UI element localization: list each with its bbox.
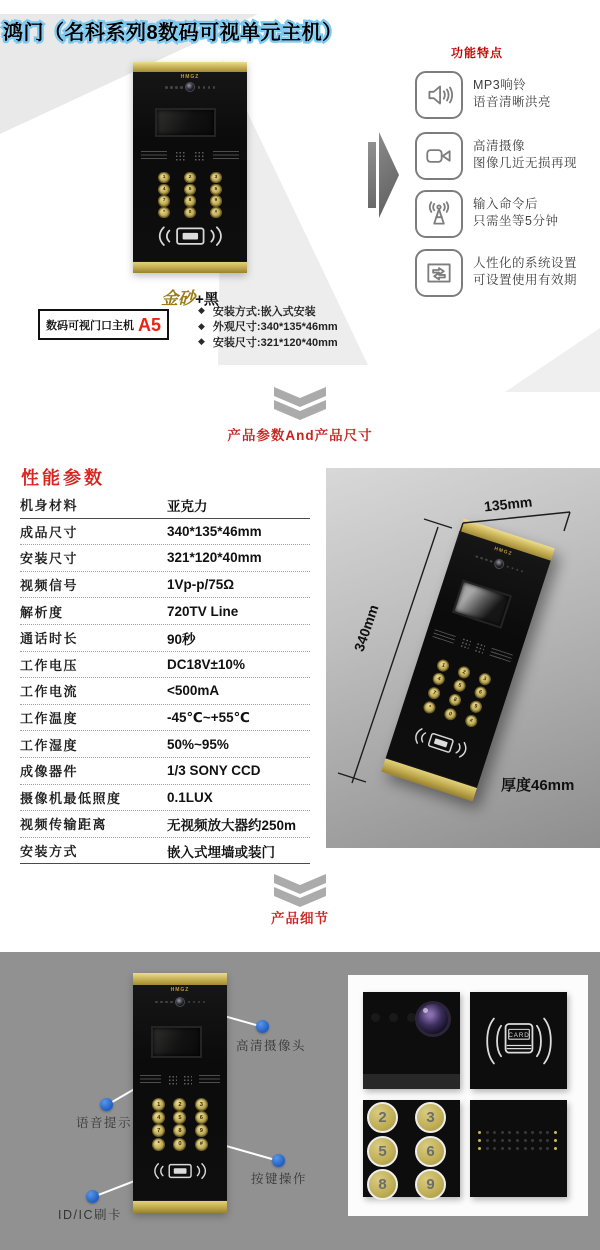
keypad-key: 8 xyxy=(174,1125,185,1136)
panel-strip xyxy=(363,1074,460,1089)
keypad-key: 9 xyxy=(415,1169,446,1200)
model-name: 数码可视门口主机 xyxy=(46,319,134,332)
keypad-key: 4 xyxy=(153,1112,164,1123)
device-body xyxy=(133,985,227,1201)
feature-line2: 只需坐等5分钟 xyxy=(473,214,559,228)
speaker-hole-dot xyxy=(486,1139,489,1142)
spec-row xyxy=(20,625,310,652)
speaker-hole-dot xyxy=(516,1131,519,1134)
callout-dot xyxy=(100,1098,113,1111)
feature-line1: 高清摄像 xyxy=(473,139,526,153)
keypad-key: 3 xyxy=(196,1099,207,1110)
keypad-key: * xyxy=(153,1139,164,1150)
features-pointer-arrow-icon xyxy=(379,132,399,218)
width-dimension-label: 135mm xyxy=(483,493,533,515)
divider-label: 产品细节 xyxy=(271,911,329,926)
keypad-key: * xyxy=(159,208,169,218)
spec-value: <500mA xyxy=(167,683,220,699)
keypad-key: 5 xyxy=(185,185,195,195)
diamond-bullet-icon: ◆ xyxy=(198,336,205,347)
feature-line2: 图像几近无损再现 xyxy=(473,156,578,170)
camera-led-row xyxy=(133,996,227,1007)
keypad-key: 1 xyxy=(437,659,450,672)
speaker-grille xyxy=(141,148,239,163)
spec-row xyxy=(20,811,310,838)
feature-line2: 可设置使用有效期 xyxy=(473,273,578,287)
keypad-key: 3 xyxy=(211,173,221,183)
spec-row xyxy=(20,678,310,705)
diamond-bullet-icon: ◆ xyxy=(198,305,205,316)
keypad-key: # xyxy=(465,714,478,727)
spec-value: DC18V±10% xyxy=(167,656,245,672)
spec-value: 1Vp-p/75Ω xyxy=(167,577,235,593)
spec-value: 无视频放大器约250m xyxy=(167,817,297,833)
specs-table xyxy=(20,492,310,864)
speaker-hole-dot xyxy=(531,1139,534,1142)
speaker-hole-dot xyxy=(524,1139,527,1142)
double-chevron-down-icon xyxy=(274,874,326,907)
keypad-key: 6 xyxy=(474,687,487,700)
speaker-hole-row xyxy=(478,1147,557,1150)
double-chevron-down-icon xyxy=(274,387,326,420)
feature-text xyxy=(473,77,598,111)
keypad-key: 1 xyxy=(159,173,169,183)
spec-key: 视频信号 xyxy=(20,578,79,594)
tile-camera-closeup xyxy=(363,992,460,1089)
speaker-hole-dot xyxy=(501,1147,504,1150)
divider-label: 产品参数And产品尺寸 xyxy=(227,428,373,443)
device-gold-band-bottom xyxy=(133,261,247,273)
card-swipe-icon xyxy=(155,224,226,248)
page-title: 鸿门（名科系列8数码可视单元主机） xyxy=(3,22,343,44)
keypad-key: 0 xyxy=(174,1139,185,1150)
camera-lens-icon xyxy=(415,1001,451,1037)
card-label: CARD xyxy=(507,1031,530,1039)
detail-device xyxy=(133,973,227,1213)
speaker-hole-dot xyxy=(493,1147,496,1150)
speaker-hole-dot xyxy=(531,1147,534,1150)
speaker-hole-dot xyxy=(539,1139,542,1142)
keypad-key: # xyxy=(211,208,221,218)
bullet-item xyxy=(198,319,338,335)
speaker-hole-dot xyxy=(508,1131,511,1134)
card-reader xyxy=(133,227,247,246)
spec-key: 安装尺寸 xyxy=(20,551,79,567)
keypad-key: 2 xyxy=(185,173,195,183)
speaker-hole-dot xyxy=(516,1147,519,1150)
brand-logo: HMGZ xyxy=(180,74,200,81)
spec-row xyxy=(20,731,310,758)
keypad-key: 7 xyxy=(153,1125,164,1136)
tile-keypad-closeup xyxy=(363,1100,460,1197)
spec-key: 工作电压 xyxy=(20,657,79,673)
dimension-panel xyxy=(326,468,600,848)
feature-text xyxy=(473,255,598,289)
bullet-text: 外观尺寸:340*135*46mm xyxy=(212,321,338,334)
spec-key: 机身材料 xyxy=(20,498,79,514)
callout-dot xyxy=(272,1154,285,1167)
callout-label: ID/IC刷卡 xyxy=(58,1208,122,1222)
keypad xyxy=(148,1098,212,1151)
speaker-hole-dot xyxy=(516,1139,519,1142)
keypad-key: 2 xyxy=(367,1102,398,1133)
spec-value: 嵌入式埋墙或装门 xyxy=(167,844,275,860)
hero-device xyxy=(133,62,247,273)
spec-value: -45℃~+55℃ xyxy=(167,709,250,725)
tile-speaker-closeup xyxy=(470,1100,567,1197)
speaker-hole-dot xyxy=(493,1131,496,1134)
keypad-key: # xyxy=(196,1139,207,1150)
spec-value: 340*135*46mm xyxy=(167,523,262,539)
spec-key: 视频传输距离 xyxy=(20,817,108,833)
spec-key: 工作湿度 xyxy=(20,737,79,753)
feature-line1: MP3响铃 xyxy=(473,78,527,92)
features-title: 功能特点 xyxy=(450,46,503,60)
spec-key: 通话时长 xyxy=(20,631,79,647)
keypad-key: 1 xyxy=(153,1099,164,1110)
spec-value: 0.1LUX xyxy=(167,789,213,805)
speaker-hole-dot xyxy=(531,1131,534,1134)
spec-row xyxy=(20,572,310,599)
spec-value: 720TV Line xyxy=(167,603,239,619)
model-box xyxy=(38,309,169,340)
brand-logo: HMGZ xyxy=(170,987,190,994)
keypad-key: 2 xyxy=(458,666,471,679)
spec-key: 成品尺寸 xyxy=(20,524,79,540)
led-dot xyxy=(389,1013,398,1022)
keypad-key: 5 xyxy=(453,680,466,693)
depth-dimension-label: 厚度46mm xyxy=(501,777,575,794)
spec-value: 321*120*40mm xyxy=(167,550,262,566)
speaker-hole-dot xyxy=(539,1147,542,1150)
keypad-key: 5 xyxy=(367,1136,398,1167)
callout-label: 按键操作 xyxy=(251,1172,308,1186)
card-icon xyxy=(476,1010,562,1072)
keypad-key: 3 xyxy=(478,673,491,686)
device-body xyxy=(133,72,247,262)
spec-key: 安装方式 xyxy=(20,844,79,860)
tile-card-reader xyxy=(470,992,567,1089)
bullet-item xyxy=(198,303,338,319)
variant-black-text: +黑 xyxy=(195,291,219,308)
spec-key: 工作温度 xyxy=(20,711,79,727)
speaker-hole-dot xyxy=(508,1147,511,1150)
spec-row xyxy=(20,705,310,732)
speaker-hole-dot xyxy=(501,1131,504,1134)
callout-label: 高清摄像头 xyxy=(236,1039,307,1053)
keypad-key: 7 xyxy=(159,196,169,206)
spec-key: 工作电流 xyxy=(20,684,79,700)
speaker-hole-dot xyxy=(546,1147,549,1150)
display-screen xyxy=(151,1026,202,1058)
bullet-item xyxy=(198,334,338,350)
speaker-hole-grid xyxy=(478,1131,557,1150)
callout-dot xyxy=(86,1190,99,1203)
keypad-key: 6 xyxy=(211,185,221,195)
speaker-icon xyxy=(415,71,463,119)
variant-gold-text: 金砂 xyxy=(161,289,196,308)
bullet-text: 安装方式:嵌入式安装 xyxy=(212,305,316,318)
speaker-hole-dot xyxy=(554,1147,557,1150)
system-settings-icon xyxy=(415,249,463,297)
spec-key: 摄像机最低照度 xyxy=(20,790,122,806)
device-gold-band-bottom xyxy=(133,1200,227,1213)
speaker-hole-dot xyxy=(554,1139,557,1142)
spec-row xyxy=(20,598,310,625)
speaker-hole-dot xyxy=(478,1131,481,1134)
bullet-text: 安装尺寸:321*120*40mm xyxy=(212,336,338,349)
keypad-key: 6 xyxy=(196,1112,207,1123)
speaker-hole-dot xyxy=(478,1147,481,1150)
camera-lens-icon xyxy=(185,82,195,92)
spec-row xyxy=(20,785,310,812)
spec-row xyxy=(20,838,310,865)
keypad-key: 8 xyxy=(449,694,462,707)
speaker-grille xyxy=(140,1071,221,1088)
feature-line1: 输入命令后 xyxy=(473,197,539,211)
speaker-hole-dot xyxy=(554,1131,557,1134)
keypad-key: 8 xyxy=(367,1169,398,1200)
height-dimension-label: 340mm xyxy=(350,602,382,654)
details-band xyxy=(0,952,600,1250)
spec-row xyxy=(20,492,310,519)
speaker-hole-row xyxy=(478,1139,557,1142)
speaker-hole-dot xyxy=(546,1131,549,1134)
speaker-hole-dot xyxy=(493,1139,496,1142)
keypad-key: 9 xyxy=(211,196,221,206)
spec-value: 亚克力 xyxy=(167,498,208,514)
speaker-hole-dot xyxy=(524,1131,527,1134)
feature-text xyxy=(473,196,598,230)
spec-value: 1/3 SONY CCD xyxy=(167,763,261,779)
keypad-key: 0 xyxy=(185,208,195,218)
speaker-hole-dot xyxy=(501,1139,504,1142)
feature-text xyxy=(473,138,598,172)
spec-value: 90秒 xyxy=(167,631,196,647)
speaker-hole-dot xyxy=(486,1147,489,1150)
card-reader xyxy=(133,1161,227,1183)
keypad-key: 8 xyxy=(185,196,195,206)
brand-logo: HMGZ xyxy=(493,545,514,557)
camera-led-row xyxy=(133,83,247,92)
feature-line2: 语音清晰洪亮 xyxy=(473,95,552,109)
spec-row xyxy=(20,545,310,572)
keypad-key: 2 xyxy=(174,1099,185,1110)
keypad-key: 9 xyxy=(469,700,482,713)
spec-row xyxy=(20,519,310,546)
camcorder-icon xyxy=(415,132,463,180)
feature-line1: 人性化的系统设置 xyxy=(473,256,578,270)
spec-value: 50%~95% xyxy=(167,736,229,752)
keypad-key: 6 xyxy=(415,1136,446,1167)
camera-lens-icon xyxy=(175,997,185,1007)
speaker-hole-dot xyxy=(524,1147,527,1150)
spec-key: 解析度 xyxy=(20,604,64,620)
callout-label: 语音提示 xyxy=(76,1116,133,1130)
keypad-key: 0 xyxy=(444,708,457,721)
specs-title: 性能参数 xyxy=(21,468,105,488)
spec-key: 成像器件 xyxy=(20,764,79,780)
speaker-hole-dot xyxy=(508,1139,511,1142)
speaker-hole-dot xyxy=(546,1139,549,1142)
speaker-hole-dot xyxy=(486,1131,489,1134)
keypad xyxy=(151,172,229,219)
diamond-bullet-icon: ◆ xyxy=(198,320,205,331)
background-wedge xyxy=(505,328,600,392)
led-dot xyxy=(371,1013,380,1022)
antenna-icon xyxy=(415,190,463,238)
speaker-hole-dot xyxy=(539,1131,542,1134)
keypad-key: 4 xyxy=(433,673,446,686)
spec-row xyxy=(20,758,310,785)
keypad-key: 5 xyxy=(174,1112,185,1123)
speaker-hole-row xyxy=(478,1131,557,1134)
keypad-key: 9 xyxy=(196,1125,207,1136)
spec-row xyxy=(20,652,310,679)
speaker-hole-dot xyxy=(478,1139,481,1142)
detail-tiles-panel xyxy=(348,975,588,1216)
keypad-key: 3 xyxy=(415,1102,446,1133)
spec-bullets xyxy=(198,303,338,350)
features-pointer-bar xyxy=(368,142,376,208)
card-swipe-icon xyxy=(151,1161,209,1181)
model-code: A5 xyxy=(138,314,162,335)
keypad-key: 4 xyxy=(159,185,169,195)
keypad-key: 7 xyxy=(428,687,441,700)
callout-dot xyxy=(256,1020,269,1033)
keypad-key: * xyxy=(423,701,436,714)
display-screen xyxy=(155,108,216,137)
